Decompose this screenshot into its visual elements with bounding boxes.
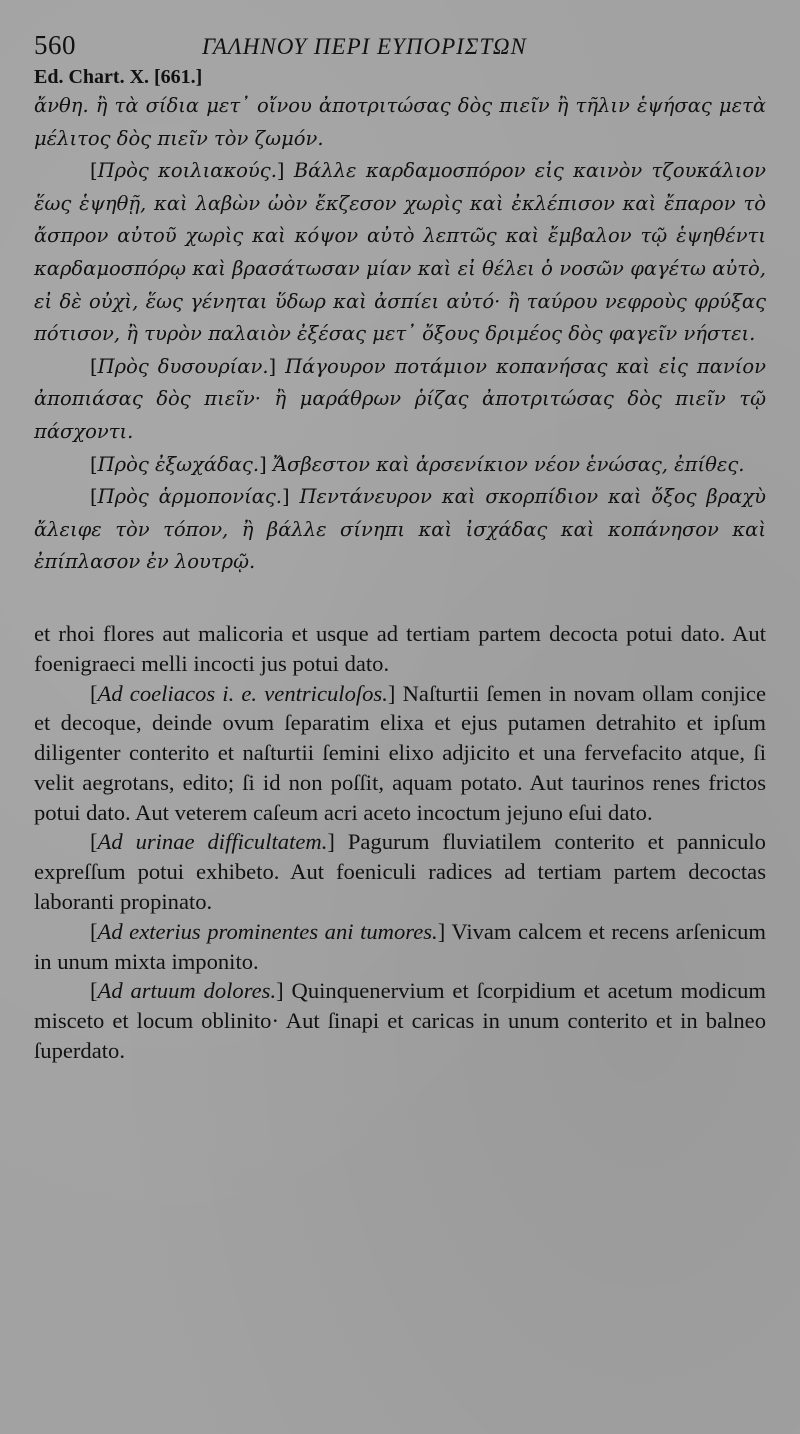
latin-paragraph-joint-pain xyxy=(34,976,766,1065)
greek-paragraph-coeliacs xyxy=(34,155,766,351)
latin-heading-urine: Ad urinae difficultatem. xyxy=(97,829,328,855)
close-bracket: ] xyxy=(276,159,285,183)
latin-text-ani-tumores: Vivam calcem et recens arſenicum in unum mixta imponito. xyxy=(34,918,766,974)
greek-text xyxy=(34,90,766,579)
latin-text xyxy=(34,619,766,1066)
close-bracket: ] xyxy=(437,918,446,944)
latin-heading-coeliacs: Ad coeliacos i. e. ventriculoſos. xyxy=(97,680,388,706)
open-bracket: [ xyxy=(90,680,98,706)
greek-heading-dysuria: Πρὸς δυσουρίαν. xyxy=(97,354,269,378)
open-bracket: [ xyxy=(90,354,98,378)
latin-text-urine: Pagurum fluviatilem conterito et panniculo expreſſum potui exhibeto. Aut foeniculi radices ad tertiam partem decoctas laboranti propinato. xyxy=(34,829,766,915)
greek-paragraph-joint-pain xyxy=(34,481,766,579)
page-header xyxy=(34,30,766,64)
latin-text-coeliacs: Naſturtii ſemen in novam ollam conjice et decoque, deinde ovum ſeparatim elixa et ejus putamen detrahito et ipſum diligenter conterito et naſturtii ſemini elixo adjicito et una fervefacito atque, ſi velit aegrotans, edito; ſi id non poſſit, aquam potato. Aut taurinos renes frictos potui dato. Aut veterem caſeum acri aceto incoctum jejuno eſui dato. xyxy=(34,680,766,825)
open-bracket: [ xyxy=(90,829,98,855)
greek-text-joint-pain: Πεντάνευρον καὶ σκορπίδιον καὶ ὄξος βραχὺ ἄλειφε τὸν τόπον, ἢ βάλλε σίνηπι καὶ ἰσχάδας καὶ κοπάνησον καὶ ἐπίπλασον ἐν λουτρῷ. xyxy=(34,485,766,574)
open-bracket: [ xyxy=(90,452,98,476)
latin-text-joint-pain: Quinquenervium et ſcorpidium et acetum modicum misceto et locum oblinito· Aut ſinapi et caricas in unum conterito et in balneo ſuperdato. xyxy=(34,978,767,1064)
greek-heading-joint-pain: Πρὸς ἁρμοπονίας. xyxy=(97,485,282,509)
greek-paragraph-continuation: ἄνθη. ἢ τὰ σίδια μετ᾽ οἴνου ἀποτριτώσας δὸς πιεῖν ἢ τῆλιν ἑψήσας μετὰ μέλιτος δὸς πιεῖν τὸν ζωμόν. xyxy=(34,94,766,150)
latin-paragraph-coeliacs xyxy=(34,679,766,828)
running-title: ΓΑΛΗΝΟΥ ΠΕΡΙ ΕΥΠΟΡΙΣΤΩΝ xyxy=(202,34,527,59)
close-bracket: ] xyxy=(327,829,335,855)
latin-heading-ani-tumores: Ad exterius prominentes ani tumores. xyxy=(97,918,438,944)
close-bracket: ] xyxy=(276,978,284,1004)
latin-paragraph-continuation: et rhoi flores aut malicoria et usque ad tertiam partem decocta potui dato. Aut foenigraeci melli incocti jus potui dato. xyxy=(34,620,766,676)
greek-paragraph-exochades xyxy=(34,449,766,482)
greek-text-coeliacs: Βάλλε καρδαμοσπόρον εἰς καινὸν τζουκάλιον ἕως ἑψηθῇ, καὶ λαβὼν ὠὸν ἔκζεσον χωρὶς καὶ ἐκλέπισον καὶ ἔπαρον τὸ ἄσπρον αὐτοῦ χωρὶς καὶ κόψον αὐτὸ λεπτῶς καὶ ἔμβαλον τῷ ἑψηθέντι καρδαμοσπόρῳ καὶ βρασάτωσαν μίαν καὶ εἰ θέλει ὁ νοσῶν φαγέτω αὐτὸ, εἰ δὲ οὐχὶ, ἕως γένηται ὕδωρ καὶ ἀσπίει αὐτό· ἢ ταύρου νεφροὺς φρύξας πότισον, ἢ τυρὸν παλαιὸν ἐξέσας μετ᾽ ὄξους δριμέος δὸς φαγεῖν νήστει. xyxy=(34,159,766,346)
open-bracket: [ xyxy=(90,918,98,944)
greek-text-dysuria: Πάγουρον ποτάμιον κοπανήσας καὶ εἰς πανίον ἀποπιάσας δὸς πιεῖν· ἢ μαράθρων ῥίζας ἀποτριτώσας δὸς πιεῖν τῷ πάσχοντι. xyxy=(34,354,766,443)
greek-heading-exochades: Πρὸς ἐξωχάδας. xyxy=(97,452,260,476)
page-number: 560 xyxy=(34,30,76,60)
close-bracket: ] xyxy=(282,485,290,509)
close-bracket: ] xyxy=(268,354,277,378)
close-bracket: ] xyxy=(387,680,396,706)
latin-paragraph-ani-tumores xyxy=(34,917,766,977)
open-bracket: [ xyxy=(90,485,98,509)
latin-paragraph-urine xyxy=(34,827,766,916)
open-bracket: [ xyxy=(90,159,98,183)
edition-reference: Ed. Chart. X. [661.] xyxy=(34,66,203,88)
greek-heading-coeliacs: Πρὸς κοιλιακούς. xyxy=(97,159,277,183)
greek-paragraph-dysuria xyxy=(34,351,766,449)
latin-heading-joint-pain: Ad artuum dolores. xyxy=(97,978,277,1004)
open-bracket: [ xyxy=(90,978,98,1004)
greek-text-exochades: Ἄσβεστον καὶ ἀρσενίκιον νέον ἑνώσας, ἐπίθες. xyxy=(272,452,745,476)
close-bracket: ] xyxy=(259,452,267,476)
